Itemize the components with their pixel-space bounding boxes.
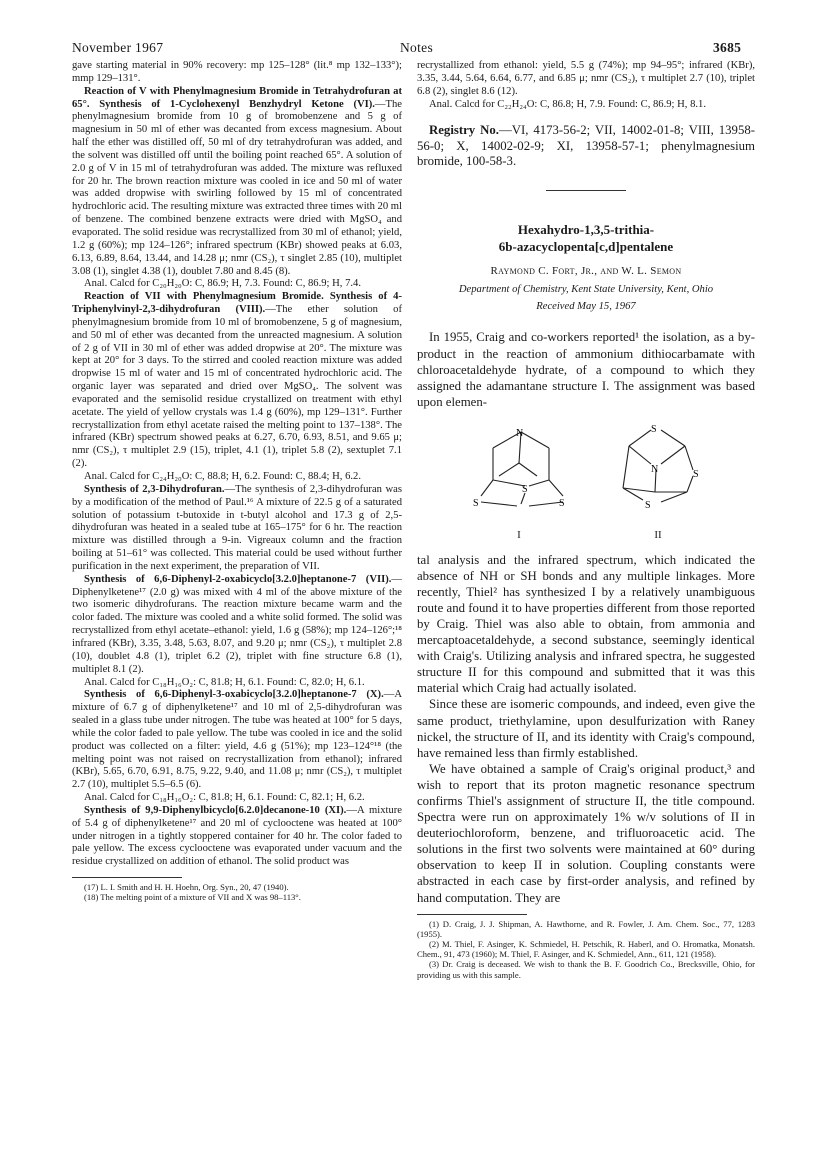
- received-date: Received May 15, 1967: [536, 300, 636, 312]
- body-paragraph: Since these are isomeric compounds, and indeed, even give the same product, triethylamine, upon desulfurization with Raney nickel, the structure of II, and its identity with Craig's compound, have remained less than firmly established.: [417, 697, 755, 760]
- atom-S: S: [651, 423, 657, 435]
- footnote-18: (18) The melting point of a mixture of VII and X was 98–113°.: [84, 892, 301, 903]
- section-heading: Reaction of V with Phenylmagnesium Bromide in Tetrahydrofuran at 65°. Synthesis of 1-Cyclohexenyl Benzhydryl Ketone (VI).: [72, 85, 402, 110]
- atom-S: S: [693, 468, 699, 480]
- atom-S: S: [522, 483, 528, 495]
- article-title-line-1: Hexahydro-1,3,5-trithia-: [517, 221, 655, 237]
- footnote-3: (3) Dr. Craig is deceased. We wish to thank the B. F. Goodrich Co., Brecksville, Ohio, for providing us with this sample.: [417, 959, 755, 980]
- left-column: [72, 60, 402, 903]
- section-body: —A mixture of 5.4 g of diphenylketene¹⁷ and 20 ml of cyclooctene was heated at 100° under nitrogen in a tightly stoppered container for 40 hr. The color faded to pale yellow. The excess cyclooctene was evaporated under vacuum and the residue crystallized on addition of ethanol. The solid product was: [72, 804, 403, 868]
- section-body: —The ether solution of phenylmagnesium bromide from 10 ml of bromobenzene, 5 g of magnesium, and 50 ml of ether was decanted from the unreacted magnesium. A solution of 2 g of VII in 30 ml of ether was added dropwise at 20°. The mixture was kept at 20° for 3 days. To the stirred and cooled reaction mixture was added dropwise 15 ml of water and 15 ml of concentrated hydrochloric acid. The organic layer was separated and dried over MgSO₄. The solvent was evaporated and the semisolid residue crystallized on treatment with ethyl acetate. The yield of yellow crystals was 1.4 g (60%), mp 129–131°. Further recrystallization from ethyl acetate raised the melting point to 137–138°. The infrared (KBr) spectrum showed peaks at 6.27, 6.70, 6.93, 8.51, and 9.65 μ; nmr (CS₂), τ multiplet 2.9 (15), triplet, 4.1 (1), triplet 5.8 (2), sextuplet 7.1 (2).: [72, 304, 402, 470]
- section-x-synthesis: [72, 689, 402, 792]
- article-authors: Raymond C. Fort, Jr., and W. L. Semon: [490, 264, 682, 277]
- registry-text: —VI, 4173-56-2; VII, 14002-01-8; VIII, 13958-56-0; X, 14002-02-9; XI, 13958-57-1; phenylmagnesium bromide, 100-58-3.: [417, 123, 756, 169]
- running-header-section: Notes: [400, 40, 433, 55]
- section-body: —Diphenylketene¹⁷ (2.0 g) was mixed with 4 ml of the above mixture of the two isomeric dihydrofurans. The reaction mixture became warm and the color faded. The mixture was cooled and a white solid formed. The solid was recrystallized from ethyl acetate–ethanol: yield, 1.6 g (58%); mp 124–126°;¹⁸ infrared (KBr), 3.35, 3.48, 5.63, 8.07, and 9.20 μ; nmr (CS₂), τ multiplet 2.8 (10), doublet 4.8 (1), triplet 6.2 (2), triplet with fine structure 6.8 (1), multiplet 8.1 (2).: [72, 573, 402, 675]
- section-heading: Synthesis of 6,6-Diphenyl-3-oxabicyclo[3.2.0]heptanone-7 (X).: [84, 689, 384, 701]
- atom-S: S: [645, 499, 651, 511]
- page-number: 3685: [713, 40, 742, 55]
- structure-I-drawing: [459, 418, 579, 518]
- atom-S: S: [559, 497, 565, 509]
- footnote-1: (1) D. Craig, J. J. Shipman, A. Hawthorne, and R. Fowler, J. Am. Chem. Soc., 77, 1283 (1955).: [417, 918, 755, 939]
- structure-II-drawing: [603, 418, 713, 518]
- section-body: —The synthesis of 2,3-dihydrofuran was by a modification of the method of Paul.¹⁶ A mixture of 22.5 g of a saturated solution of potassium t-butoxide in t-butyl alcohol and 17.3 g of 2,5-dihydrofuran was heated in a sealed tube at 165–175° for 6 hr. The reaction mixture was distilled through a 9-in. Vigreaux column and the fraction boiling at 51–61° was collected. This material could be used without further purification in the next experiment, the preparation of VII.: [72, 483, 402, 572]
- registry-label: Registry No.: [429, 123, 499, 138]
- chemical-structures: [417, 418, 755, 542]
- footnote-2: (2) M. Thiel, F. Asinger, K. Schmiedel, H. Petschik, R. Haberl, and O. Hromatka, Monatsh. Chem., 91, 473 (1960); M. Thiel, F. Asinger, and K. Schmiedel, Ann., 611, 121 (1958).: [417, 939, 755, 960]
- analysis-line: Anal. Calcd for C₂₀H₂₀O: C, 86.9; H, 7.3. Found: C, 86.9; H, 7.4.: [84, 278, 361, 290]
- structure-II-label: II: [654, 528, 662, 541]
- analysis-line: Anal. Calcd for C₂₂H₂₄O: C, 86.8; H, 7.9. Found: C, 86.9; H, 8.1.: [429, 98, 706, 110]
- right-column: [417, 60, 755, 980]
- section-body: —The phenylmagnesium bromide from 10 g of bromobenzene and 5 g of magnesium in 50 ml of ether was decanted from excess magnesium. About half the ether was distilled off, 50 ml of dry tetrahydrofuran was added, and the solvent was distilled off until the boiling point reached 65°. A solution of 2.0 g of V in 15 ml of tetrahydrofuran was added. The mixture was refluxed for 20 hr. The brown reaction mixture was cooled in ice and 50 ml of water was added dropwise with swirling followed by 15 ml of concentrated hydrochloric acid. The resulting mixture was extracted three times with 20 ml of benzene. The combined benzene extracts were dried with MgSO₄ and evaporated. The solid residue was recrystallized from 30 ml of ethanol; yield, 1.2 g (60%); mp 124–126°; infrared spectrum (KBr) showed peaks at 6.03, 6.13, 6.89, 8.64, 13.44, and 14.28 μ; nmr (CS₂), τ singlet 2.85 (10), multiplet 3.08 (1), singlet 4.38 (1), doublet 7.80 and 8.45 (8).: [72, 98, 402, 277]
- section-heading: Synthesis of 2,3-Dihydrofuran.: [84, 483, 225, 495]
- section-vii-synthesis: [72, 574, 402, 677]
- footnote-divider: [72, 877, 182, 878]
- section-dihydrofuran: [72, 484, 402, 574]
- section-heading: Synthesis of 6,6-Diphenyl-2-oxabicyclo[3.2.0]heptanone-7 (VII).: [84, 573, 392, 585]
- structure-I-label: I: [517, 528, 521, 541]
- article-divider: [546, 190, 626, 191]
- paragraph: recrystallized from ethanol: yield, 5.5 g (74%); mp 94–95°; infrared (KBr), 3.35, 3.44, 5.64, 6.64, 6.77, and 6.85 μ; nmr (CS₂), τ multiplet 2.7 (10), triplet 6.8 (2), singlet 8.6 (12).: [417, 60, 755, 97]
- atom-N: N: [651, 463, 659, 475]
- affiliation: Department of Chemistry, Kent State University, Kent, Ohio: [458, 283, 714, 295]
- atom-S: S: [473, 497, 479, 509]
- analysis-line: Anal. Calcd for C₂₄H₂₀O: C, 88.8; H, 6.2. Found: C, 88.4; H, 6.2.: [84, 471, 361, 482]
- section-reaction-v: [72, 86, 402, 279]
- section-body: —A mixture of 6.7 g of diphenylketene¹⁷ and 10 ml of 2,5-dihydrofuran was sealed in a glass tube under nitrogen. The tube was heated at 100° for 5 days, while the color faded to pale yellow. The tube was cooled in ice and the solid product was collected on a filter: yield, 4.6 g (51%); mp 123–124°¹⁸ (the melting point was not raised on recrystallization from ethanol); infrared (KBr), 5.65, 6.70, 6.91, 8.75, 9.22, 9.40, and 11.08 μ; nmr (CS₂), τ multiplet 2.7 (10), multiplet 5.5–6.5 (6).: [72, 689, 402, 791]
- footnote-divider: [417, 914, 527, 915]
- paragraph: gave starting material in 90% recovery: mp 125–128° (lit.⁸ mp 132–133°); mmp 129–131°.: [72, 60, 402, 84]
- structure-I: [459, 418, 579, 542]
- intro-paragraph: In 1955, Craig and co-workers reported¹ the isolation, as a by-product in the reaction of ammonium dithiocarbamate with chloroacetaldehyde hydrate, of a compound to which they assigned the adamantane structure I. The assignment was based upon elemen-: [417, 330, 755, 409]
- article-title-line-2: 6b-azacyclopenta[c,d]pentalene: [498, 238, 674, 254]
- footnote-17: (17) L. I. Smith and H. H. Hoehn, Org. Syn., 20, 47 (1940).: [84, 882, 289, 893]
- analysis-line: Anal. Calcd for C₁₈H₁₆O₂: C, 81.8; H, 6.1. Found: C, 82.0; H, 6.1.: [84, 676, 365, 688]
- structure-II: [603, 418, 713, 542]
- body-paragraph: tal analysis and the infrared spectrum, which indicated the absence of NH or SH bonds and any multiple linkages. More recently, Thiel² has synthesized I by a relatively unambiguous route and found it to have properties different from those reported by Craig. Thiel was also able to obtain, from ammonia and mercaptoacetaldehyde, a second substance, seemingly identical with Craig's. Utilizing analysis and infrared spectra, he suggested structure II for this compound and submitted that it was this material which Craig had actually isolated.: [417, 552, 755, 696]
- section-xi-synthesis: [72, 805, 402, 869]
- section-heading: Synthesis of 9,9-Diphenylbicyclo[6.2.0]decanone-10 (XI).: [84, 804, 347, 816]
- atom-N: N: [516, 427, 524, 439]
- registry-numbers: [417, 123, 755, 170]
- running-header-date: November 1967: [72, 40, 164, 55]
- body-paragraph: We have obtained a sample of Craig's original product,³ and wish to report that its proton magnetic resonance spectrum confirms Thiel's assignment of structure II, the title compound. Spectra were run on approximately 1% w/v solutions of II in deuteriochloroform, benzene, and trifluoroacetic acid. The solutions in the first two solvents were maintained at 60° during observation to keep II in solution. Coupling constants were abstracted in each case by first-order analysis, and refined by hand computation. They are: [417, 761, 755, 905]
- section-heading: Reaction of VII with Phenylmagnesium Bromide. Synthesis of 4-Triphenylvinyl-2,3-dihydrofuran (VIII).: [72, 291, 402, 316]
- section-reaction-vii: [72, 291, 402, 471]
- analysis-line: Anal. Calcd for C₁₈H₁₆O₂: C, 81.8; H, 6.1. Found: C, 82.1; H, 6.2.: [84, 792, 365, 804]
